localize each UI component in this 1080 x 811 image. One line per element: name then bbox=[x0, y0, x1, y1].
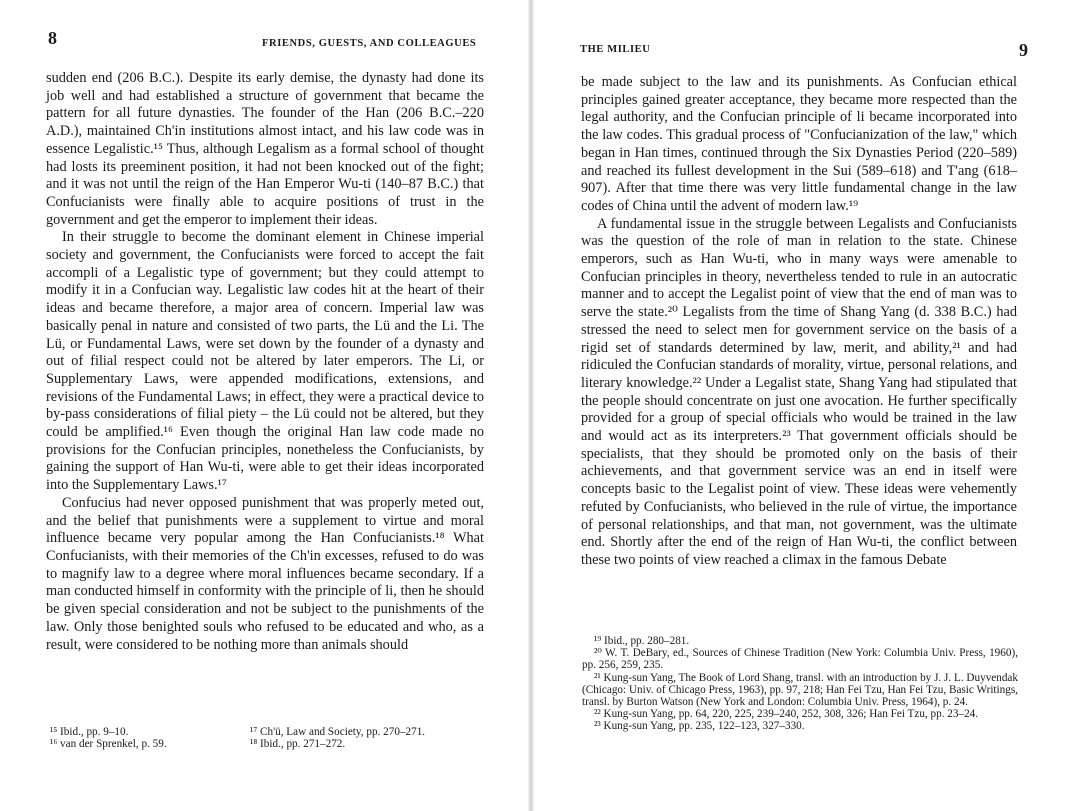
paragraph: In their struggle to become the dominant element in Chinese imperial society and government, the Confucianists were forced to accept the fait accompli of a Legalistic type of government; but they could attempt to modify it in a Confucian way. Legalistic law codes hit at the heart of their ideas and became therefore, a major area of concern. Imperial law was basically penal in nature and consisted of two parts, the Lü and the Li. The Lü, or Fundamental Laws, were set down by the founder of a dynasty and out of filial respect could not be altered by later emperors. The Li, or Supplementary Laws, were appended modifications, extensions, and revisions of the Fundamental Laws; in effect, they were a practical device to by-pass considerations of filial piety – the Lü could not be altered, but they could be amplified.¹⁶ Even though the original Han law code made no provisions for the Confucian principles, nonetheless the Confucianists, by gaining the support of Han Wu-ti, were able to get their ideas incorporated into the Supplementary Laws.¹⁷ bbox=[46, 229, 484, 494]
page-number: 9 bbox=[1019, 40, 1028, 60]
paragraph: Confucius had never opposed punishment that was properly meted out, and the belief that punishments were a supplement to virtue and moral influence became very popular among the Han Confucianists.¹⁸ What Confucianists, with their memories of the Ch'in excesses, refused to do was to magnify law to a degree where moral influences became secondary. If a man conducted himself in conformity with the principle of li, then he should be given special consideration and not be subject to the punishments of the law. Only those benighted souls who refused to be educated and who, as a result, were considered to be nothing more than animals should bbox=[46, 494, 484, 653]
footnote: ²¹ Kung-sun Yang, The Book of Lord Shang, transl. with an introduction by J. J. L. Duyvendak (Chicago: Univ. of Chicago Press, 1963), pp. 97, 218; Han Fei Tzu, Han Fei Tzu, Basic Writings, transl. by Burton Watson (New York and London: Columbia Univ. Press, 1964), p. 24. bbox=[582, 671, 1018, 709]
left-page bbox=[0, 0, 528, 811]
footnote: ¹⁹ Ibid., pp. 280–281. bbox=[594, 635, 690, 647]
paragraph: A fundamental issue in the struggle between Legalists and Confucianists was the question of the role of man in relation to the state. Chinese emperors, such as Han Wu-ti, who in many ways were amenable to Confucian principles in theory, nevertheless tended to rule in an autocratic manner and to accept the Legalist point of view that the end of man was to serve the state.²⁰ Legalists from the time of Shang Yang (d. 338 B.C.) had stressed the need to select men for government service on the basis of a rigid set of standards determined by law, merit, and ability,²¹ and had ridiculed the Confucian standards of morality, virtue, personal relations, and literary knowledge.²² Under a Legalist state, Shang Yang had stipulated that the people should concentrate on just one avocation. He further specifically provided for a group of special officials who would be trained in the law and would act as its interpreters.²³ That government officials should be specialists, that they should be promoted only on the basis of their achievements, and that government service was an end in itself were concepts basic to the Legalist point of view. These ideas were vehemently refuted by Confucianists, who believed in the rule of virtue, the importance of personal relationships, and that man, not government, was the ultimate end. Shortly after the end of the reign of Han Wu-ti, the conflict between these two points of view reached a climax in the famous Debate bbox=[581, 215, 1017, 568]
footnote: ¹⁵ Ibid., pp. 9–10. bbox=[50, 726, 129, 738]
right-page bbox=[534, 0, 1080, 811]
footnote: ²³ Kung-sun Yang, pp. 235, 122–123, 327–330. bbox=[594, 720, 805, 733]
left-page-header bbox=[0, 28, 528, 56]
footnote: ¹⁶ van der Sprenkel, p. 59. bbox=[50, 738, 167, 751]
left-page-body bbox=[46, 70, 484, 654]
right-page-header bbox=[534, 28, 1080, 60]
page-number: 8 bbox=[48, 28, 57, 48]
left-page-footnotes bbox=[50, 726, 490, 750]
paragraph: be made subject to the law and its punishments. As Confucian ethical principles gained greater acceptance, they became more respected than the legal authority, and the Confucian principle of li became incorporated into the law codes. This gradual process of "Confucianization of the law," which began in Han times, continued through the Six Dynasties Period (220–589) and reached its fullest development in the Sui (589–618) and T'ang (618–907). After that time there was very little fundamental change in the law codes of China until the advent of modern law.¹⁹ bbox=[581, 74, 1017, 214]
footnote: ²⁰ W. T. DeBary, ed., Sources of Chinese Tradition (New York: Columbia Univ. Press, 1960), pp. 256, 259, 235. bbox=[582, 647, 1018, 672]
running-head: FRIENDS, GUESTS, AND COLLEAGUES bbox=[262, 38, 477, 49]
right-page-body bbox=[581, 74, 1017, 570]
footnote: ¹⁷ Ch'ü, Law and Society, pp. 270–271. bbox=[250, 726, 426, 738]
footnote: ²² Kung-sun Yang, pp. 64, 220, 225, 239–240, 252, 308, 326; Han Fei Tzu, pp. 23–24. bbox=[594, 708, 979, 721]
running-head: THE MILIEU bbox=[580, 44, 651, 55]
footnote: ¹⁸ Ibid., pp. 271–272. bbox=[250, 738, 346, 751]
paragraph: sudden end (206 B.C.). Despite its early demise, the dynasty had done its job well and had established a structure of government that became the pattern for all future dynasties. The founder of the Han (206 B.C.–220 A.D.), maintained Ch'in institutions almost intact, and his law code was in essence Legalistic.¹⁵ Thus, although Legalism as a formal school of thought had losts its preeminent position, it had not been knocked out of the fight; and it was not until the reign of the Han Emperor Wu-ti (140–87 B.C.) that Confucianists were finally able to acquire positions of trust in the government and get the emperor to implement their ideas. bbox=[46, 70, 484, 228]
right-page-footnotes bbox=[582, 635, 1018, 733]
